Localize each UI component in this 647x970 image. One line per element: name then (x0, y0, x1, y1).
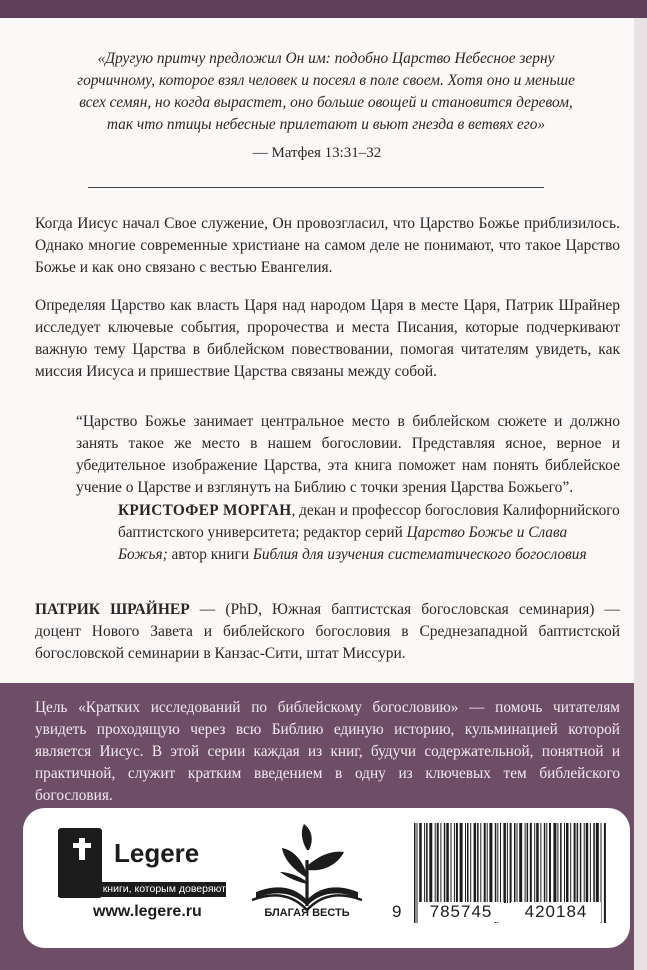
author-bio-text: — (PhD, Южная баптистская богословская семинария) — доцент Нового Завета и библейского богословия в Среднезападной баптистской богословской семинарии в Канзас-Сити, штат Миссури. (35, 601, 620, 662)
isbn-first-digit: 9 (392, 902, 402, 921)
legere-url: www.legere.ru (93, 903, 202, 920)
barcode-bar (530, 823, 532, 903)
barcode-bar (544, 823, 546, 903)
endorser-role: , декан и профессор богословия Калифорнийского баптистского университета; редактор серий (118, 502, 620, 541)
isbn-group-1: 785745 (418, 902, 504, 922)
barcode-bar (487, 823, 488, 903)
barcode-bar (574, 823, 576, 903)
barcode-bar (534, 823, 535, 903)
legere-tagline: книги, которым доверяют (102, 883, 226, 895)
barcode-bar (444, 823, 446, 903)
author-bio (35, 599, 620, 665)
barcode-bar (577, 823, 579, 903)
endorser-role-2: автор книги (167, 546, 253, 563)
barcode-bar (424, 823, 425, 903)
barcode-bar (517, 823, 518, 903)
barcode-bar (510, 823, 512, 903)
book-sprout-icon (248, 820, 366, 912)
barcode-bar (414, 823, 416, 923)
barcode-bar (590, 823, 591, 903)
barcode-bar (454, 823, 455, 903)
barcode-bar (527, 823, 529, 903)
author-name: ПАТРИК ШРАЙНЕР (35, 601, 190, 618)
barcode-bar (536, 823, 539, 903)
barcode-bar (465, 823, 466, 903)
barcode-bar (437, 823, 439, 903)
barcode-bar (593, 823, 595, 903)
cover-edge (634, 18, 647, 970)
barcode-bar (549, 823, 551, 903)
barcode-bar (440, 823, 441, 903)
legere-logo-name: Legere (114, 838, 200, 868)
barcode-bar (477, 823, 479, 903)
epigraph-quote: «Другую притчу предложил Он им: подобно Царство Небесное зерну горчичному, которое взял человек и посеял в поле своем. Хотя оно и меньше всех семян, но когда вырастет, оно больше овощей и становится деревом, так что птицы небесные прилетают и вьют гнезда в ветвях его» (77, 50, 575, 133)
barcode-bar (456, 823, 458, 903)
divider-rule (88, 187, 544, 188)
barcode-bar (480, 823, 481, 903)
endorsement-quote: “Царство Божье занимает центральное место в библейском сюжете и должно занять такое же место в нашем богословии. Представляя ясное, верное и убедительное изображение Царства, эта книга поможет нам понять библейское учение о Царстве и взглянуть на Библию с точки зрения Царства Божьего”. (76, 413, 620, 496)
barcode-bar (467, 823, 469, 903)
epigraph-reference: — Матфея 13:31–32 (252, 145, 382, 161)
barcode-bar (470, 823, 471, 903)
barcode-bar (557, 823, 558, 903)
barcode-bar (519, 823, 522, 903)
barcode-bar (566, 823, 569, 903)
barcode-bar (560, 823, 562, 903)
barcode-bar (540, 823, 541, 903)
barcode-bar (525, 823, 526, 903)
barcode-bar (474, 823, 477, 903)
cross-vertical (79, 838, 85, 860)
barcode-bar (507, 823, 508, 903)
endorsement-attribution (118, 500, 620, 566)
barcode-bar (503, 823, 506, 903)
barcode-bar (514, 823, 516, 903)
barcode-bar (419, 823, 422, 903)
barcode-bar (426, 823, 428, 903)
barcode-bar (489, 823, 492, 903)
series-description: Цель «Кратких исследований по библейскому богословию» — помочь читателям увидеть проходящую через всю Библию единую историю, кульминацией которой является Иисус. В этой серии каждая из книг, будучи содержательной, понятной и практичной, служит кратким введением в одну из ключевых тем библейского богословия. (35, 699, 620, 804)
blagaya-vest-name: БЛАГАЯ ВЕСТЬ (264, 907, 350, 919)
top-color-band (0, 0, 647, 18)
cross-horizontal (73, 843, 91, 848)
barcode-bar (586, 823, 589, 903)
barcode-bar (604, 823, 606, 923)
isbn-group-2: 420184 (511, 902, 601, 922)
endorser-series-title: Царство Божье и Слава Божья; (118, 524, 568, 563)
barcode-bar (435, 823, 436, 903)
description-paragraph-1: Когда Иисус начал Свое служение, Он провозгласил, что Царство Божье приблизилось. Однако многие современные христиане на самом деле не понимают, что такое Царство Божье и как оно связано с вестью Евангелия. (35, 215, 620, 276)
barcode-bar (580, 823, 582, 903)
barcode-bar (451, 823, 452, 903)
barcode-bar (429, 823, 432, 903)
barcode-bar (596, 823, 599, 903)
endorser-book-title: Библия для изучения систематического богословия (252, 546, 587, 563)
barcode-bar (553, 823, 556, 903)
barcode-bar (546, 823, 547, 903)
barcode-bar (446, 823, 449, 903)
barcode-bar (500, 823, 501, 903)
endorser-name: КРИСТОФЕР МОРГАН (118, 502, 292, 519)
barcode-bar (460, 823, 463, 903)
barcode-bar (564, 823, 565, 903)
barcode-bar (584, 823, 585, 903)
barcode-bar (570, 823, 571, 903)
barcode-bar (484, 823, 486, 903)
description-paragraph-2: Определяя Царство как власть Царя над народом Царя в месте Царя, Патрик Шрайнер исследует ключевые события, пророчества и места Писания, которые подчеркивают важную тему Царства в библейском повествовании, помогая читателям увидеть, как миссия Иисуса и пришествие Царства связаны между собой. (35, 297, 620, 380)
